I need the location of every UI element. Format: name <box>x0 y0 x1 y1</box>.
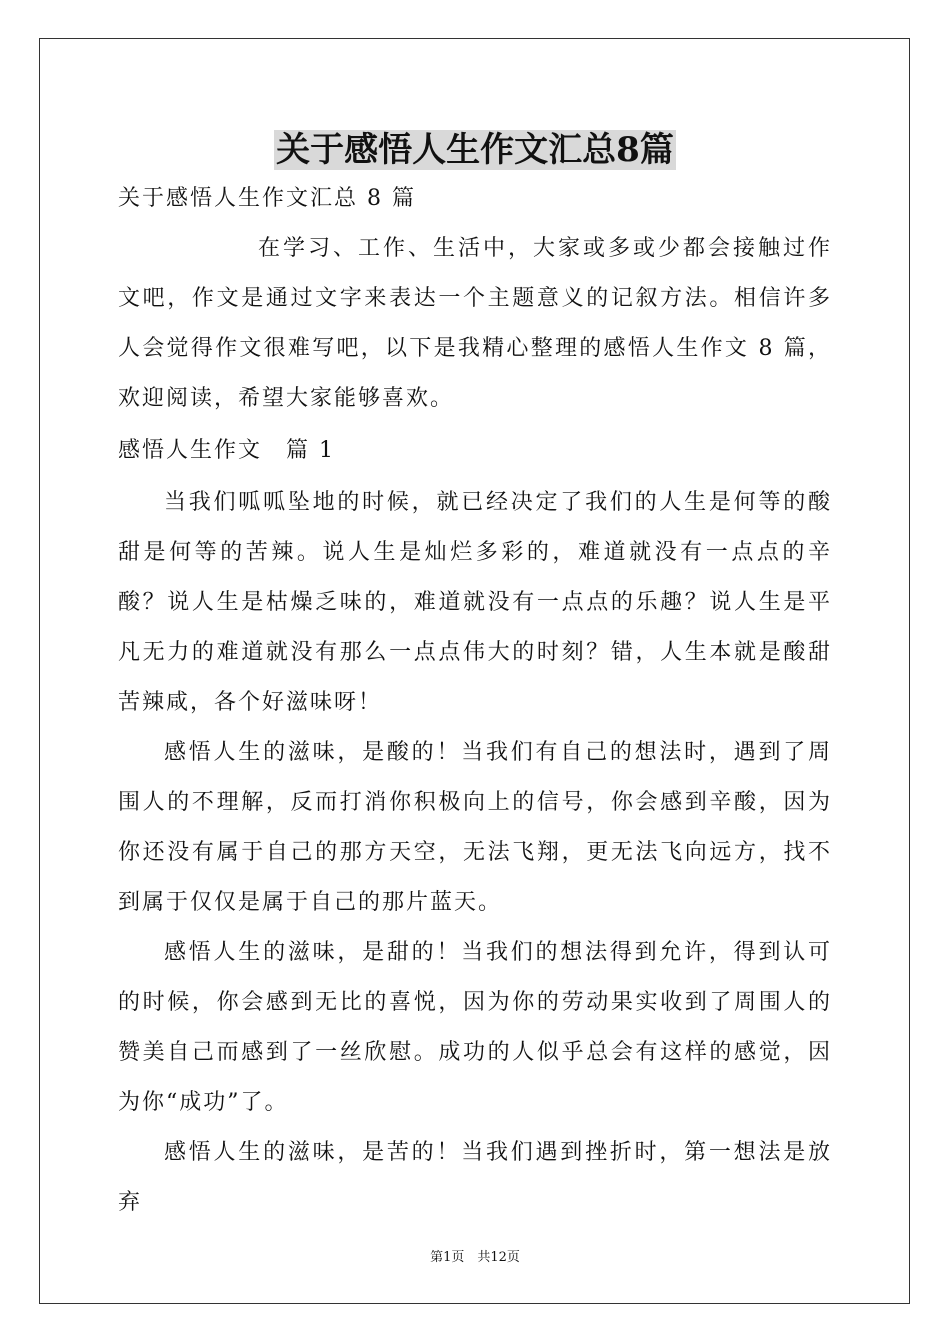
page-number-label: 第1页 共12页 <box>430 1250 520 1265</box>
document-subtitle: 关于感悟人生作文汇总 8 篇 <box>118 186 416 211</box>
body-paragraph-3: 感悟人生的滋味，是甜的！当我们的想法得到允许，得到认可的时候，你会感到无比的喜悦，因为你的劳动果实收到了周围人的赞美自己而感到了一丝欣慰。成功的人似乎总会有这样的感觉，因为你“成功”了。 <box>118 940 832 1115</box>
body-paragraph-1: 当我们呱呱坠地的时候，就已经决定了我们的人生是何等的酸甜是何等的苦辣。说人生是灿烂多彩的，难道就没有一点点的辛酸？说人生是枯燥乏味的，难道就没有一点点的乐趣？说人生是平凡无力的难道就没有那么一点点伟大的时刻？错，人生本就是酸甜苦辣咸，各个好滋味呀！ <box>118 490 832 715</box>
body-paragraph-2: 感悟人生的滋味，是酸的！当我们有自己的想法时，遇到了周围人的不理解，反而打消你积极向上的信号，你会感到辛酸，因为你还没有属于自己的那方天空，无法飞翔，更无法飞向远方，找不到属于仅仅是属于自己的那片蓝天。 <box>118 740 832 915</box>
body-paragraph-4: 感悟人生的滋味，是苦的！当我们遇到挫折时，第一想法是放弃 <box>118 1140 832 1215</box>
section-heading: 感悟人生作文 篇 1 <box>118 438 335 463</box>
document-title <box>0 126 950 174</box>
document-title-text: 关于感悟人生作文汇总8篇 <box>276 130 674 170</box>
intro-paragraph: 在学习、工作、生活中，大家或多或少都会接触过作文吧，作文是通过文字来表达一个主题意义的记叙方法。相信许多人会觉得作文很难写吧，以下是我精心整理的感悟人生作文 8 篇，欢迎阅读，希望大家能够喜欢。 <box>118 236 832 411</box>
page-footer <box>0 1246 950 1265</box>
document-body <box>118 180 832 1228</box>
